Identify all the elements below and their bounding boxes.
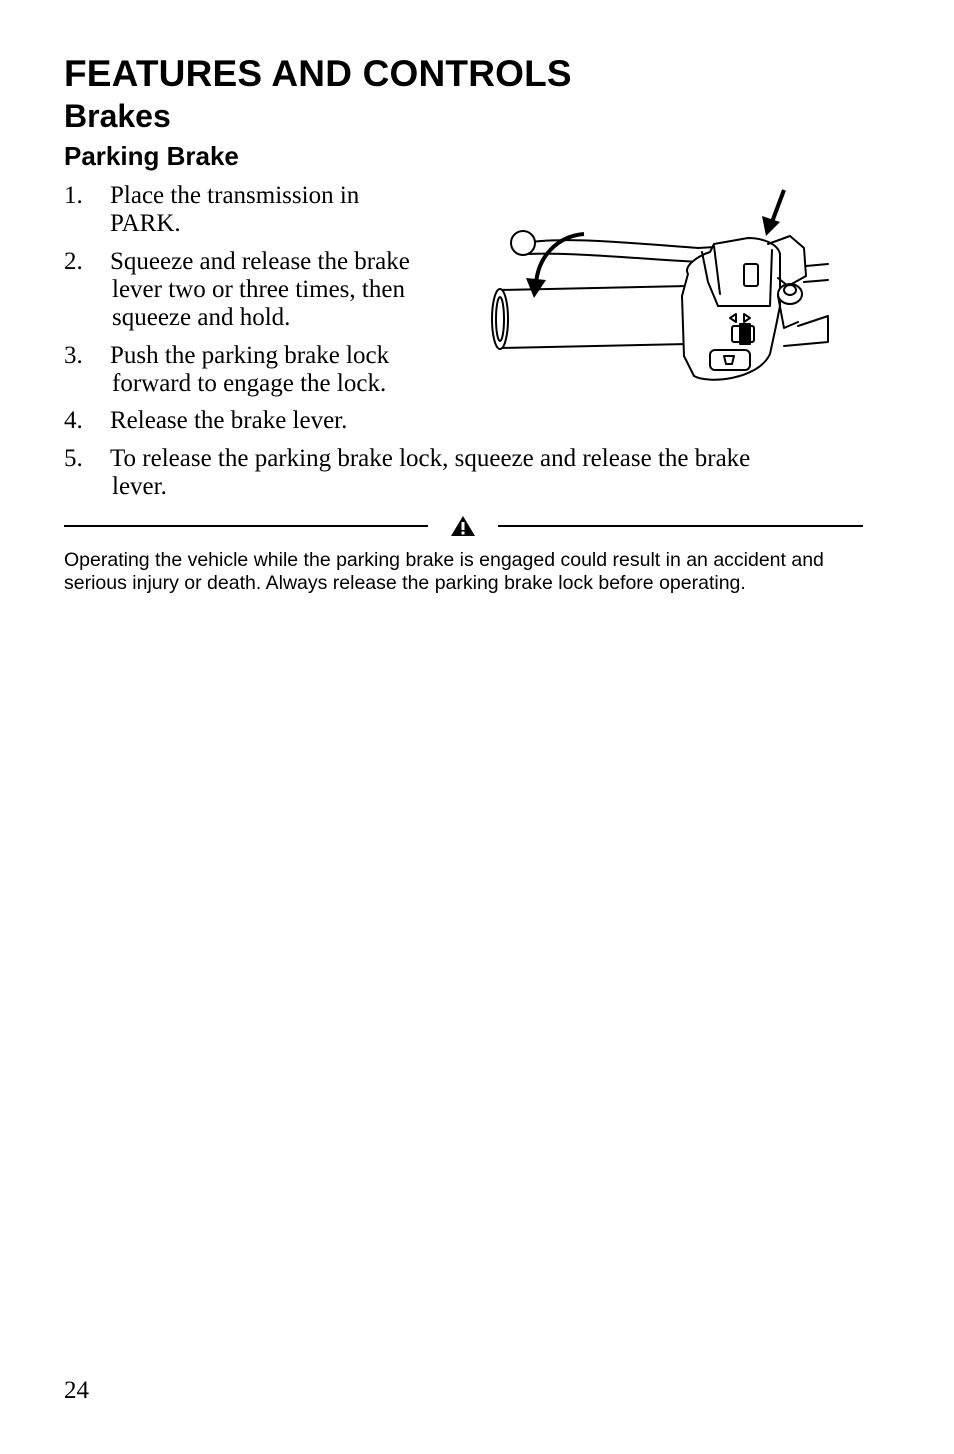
step-number: 3.	[64, 342, 83, 369]
step-line: forward to engage the lock.	[112, 370, 387, 397]
step-line: PARK.	[110, 210, 181, 237]
warning-text: Operating the vehicle while the parking brake is engaged could result in an accident and serious injury or death. Always release the parking brake lock before operating.	[64, 549, 824, 594]
handlebar-brake-lever-illustration	[488, 186, 832, 386]
step-text	[110, 407, 440, 435]
step-number: 1.	[64, 182, 83, 209]
topic-title: Parking Brake	[64, 141, 239, 171]
step-text	[110, 182, 410, 238]
step-line: lever two or three times, then	[112, 276, 405, 303]
step-line: Release the brake lever.	[110, 407, 348, 434]
step-text	[110, 342, 440, 398]
step-line: Place the transmission in	[110, 182, 360, 209]
step-number: 5.	[64, 445, 83, 472]
warning-divider-left	[64, 525, 428, 527]
step-number: 2.	[64, 248, 83, 275]
step-number: 4.	[64, 407, 83, 434]
step-line: lever.	[112, 473, 167, 500]
page-section-title: FEATURES AND CONTROLS	[64, 53, 572, 94]
step-line: Squeeze and release the brake	[110, 248, 410, 275]
step-line: Push the parking brake lock	[110, 342, 390, 369]
page-number: 24	[64, 1377, 89, 1404]
subsection-title: Brakes	[64, 98, 171, 134]
warning-divider-right	[498, 525, 863, 527]
step-line: squeeze and hold.	[112, 304, 291, 331]
step-line: To release the parking brake lock, squeeze and release the brake	[110, 445, 751, 472]
step-text	[110, 248, 450, 332]
warning-triangle-icon	[450, 515, 476, 537]
step-text	[110, 445, 840, 501]
